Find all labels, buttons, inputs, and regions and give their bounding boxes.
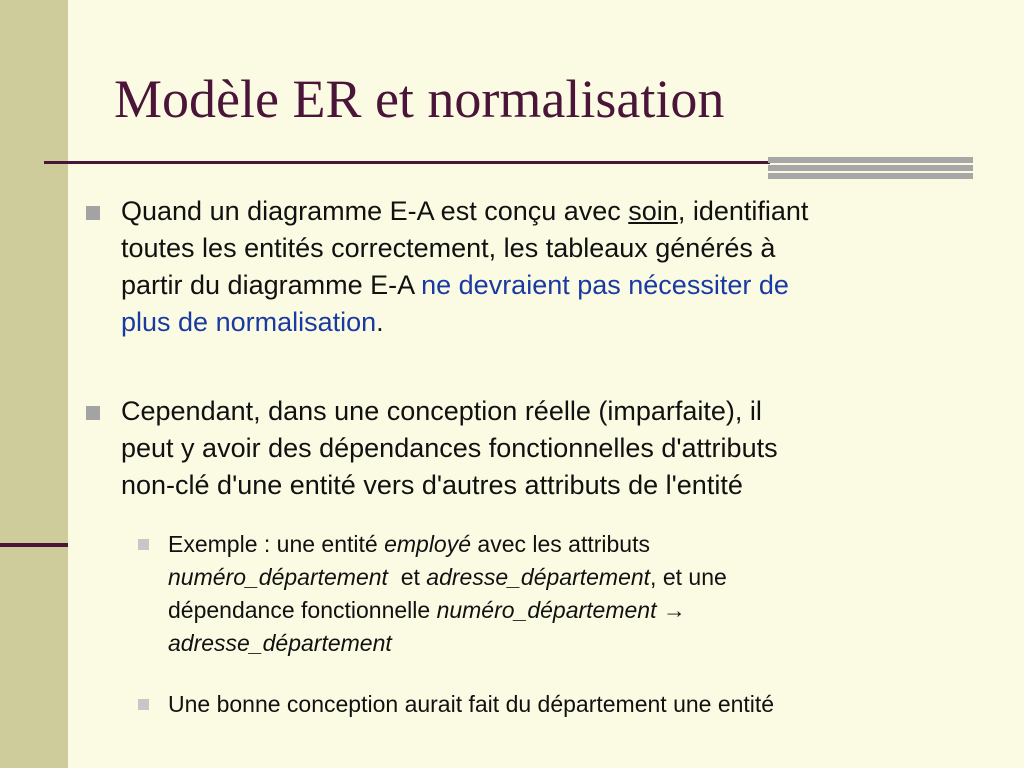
italic-term: numéro_département [168, 564, 388, 590]
decorative-stripe [768, 165, 973, 171]
italic-term: employé [384, 531, 472, 557]
text-run: Quand un diagramme E-A est conçu avec [121, 196, 629, 226]
sidebar-accent-line [0, 543, 68, 547]
italic-term: adresse_département [426, 564, 651, 590]
text-line [168, 594, 727, 627]
text-run: partir du diagramme E-A [121, 270, 422, 300]
square-bullet-icon [86, 406, 100, 420]
text-run: dépendance fonctionnelle [168, 597, 437, 623]
bullet-1-text [121, 193, 808, 341]
text-run: . [376, 307, 384, 337]
square-bullet-icon [138, 699, 149, 710]
italic-term: adresse_département [168, 630, 392, 656]
decorative-stripes [768, 157, 973, 179]
sub-bullet-1-text [168, 528, 727, 660]
text-line [121, 193, 808, 230]
arrow-icon: → [656, 597, 693, 623]
decorative-stripe [768, 157, 973, 163]
bullet-2-text [121, 393, 778, 504]
text-line [121, 267, 808, 304]
text-run: avec les attributs [471, 531, 650, 557]
text-line [121, 304, 808, 341]
text-line [168, 528, 727, 561]
italic-term: numéro_département [436, 597, 657, 623]
text-line: toutes les entités correctement, les tableaux générés à [121, 233, 776, 263]
square-bullet-icon [138, 539, 149, 550]
text-run: , identifiant [677, 196, 809, 226]
text-line: non-clé d'une entité vers d'autres attributs de l'entité [121, 470, 743, 500]
text-line: peut y avoir des dépendances fonctionnelles d'attributs [121, 433, 778, 463]
underlined-word-soin: soin [628, 196, 678, 226]
left-sidebar-band [0, 0, 68, 768]
highlighted-phrase: plus de normalisation [121, 307, 377, 337]
sub-bullet-2-text [168, 688, 774, 721]
slide-title: Modèle ER et normalisation [114, 69, 725, 129]
decorative-stripe [768, 173, 973, 179]
text-run: et [387, 564, 427, 590]
text-line: Une bonne conception aurait fait du département une entité [168, 691, 775, 717]
text-run: Exemple : une entité [168, 531, 385, 557]
text-line [168, 561, 727, 594]
text-line: Cependant, dans une conception réelle (imparfaite), il [121, 396, 762, 426]
highlighted-phrase: ne devraient pas nécessiter de [421, 270, 789, 300]
square-bullet-icon [86, 206, 100, 220]
title-underline-rule [44, 161, 770, 164]
text-run: , et une [650, 564, 727, 590]
